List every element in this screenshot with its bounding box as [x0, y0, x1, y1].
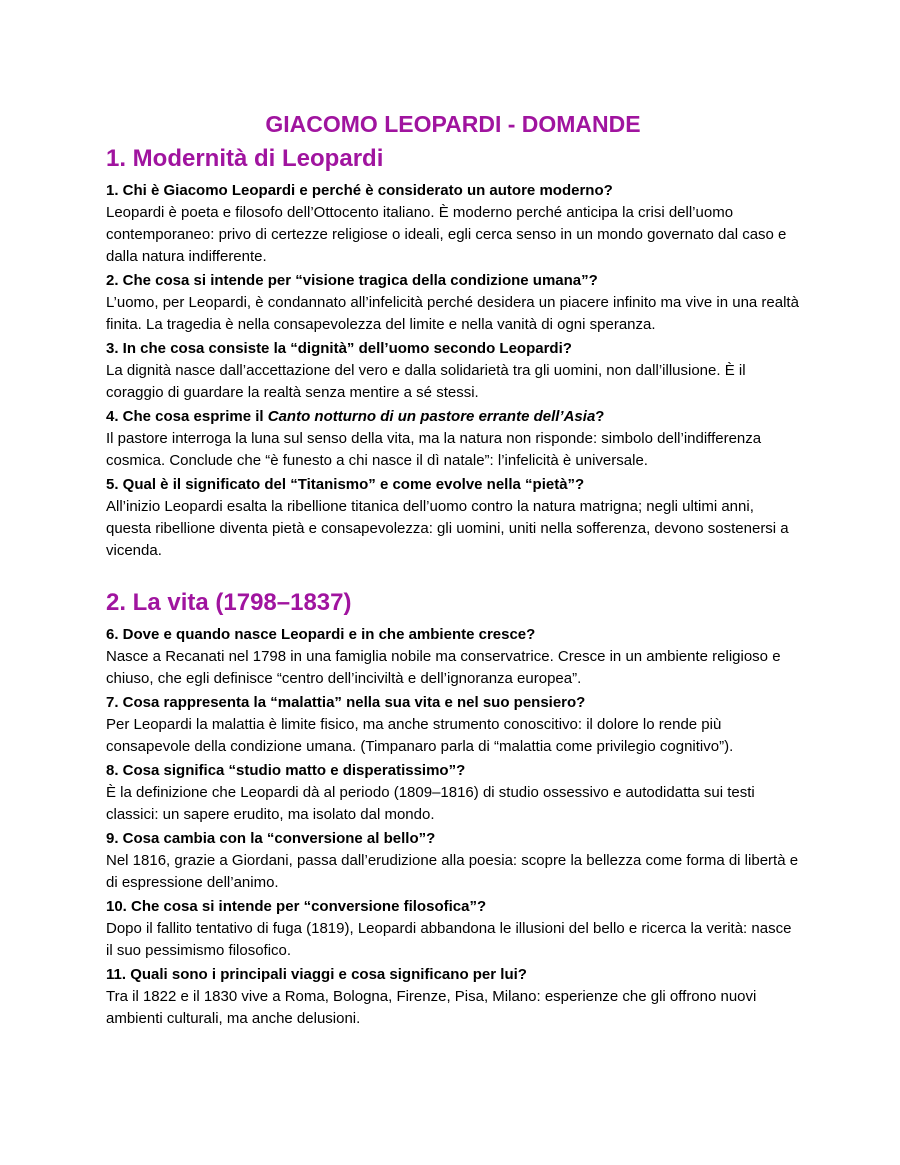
question: 2. Che cosa si intende per “visione tragica della condizione umana”?	[106, 272, 598, 289]
qa-item	[106, 692, 800, 758]
question: 5. Qual è il significato del “Titanismo” e come evolve nella “pietà”?	[106, 476, 585, 493]
qa-item	[106, 406, 800, 472]
question	[106, 406, 800, 428]
qa-item	[106, 474, 800, 562]
answer: La dignità nasce dall’accettazione del vero e dalla solidarietà tra gli uomini, non dall’illusione. È il coraggio di guardare la realtà senza mentire a sé stessi.	[106, 362, 746, 401]
qa-item	[106, 624, 800, 690]
answer: Tra il 1822 e il 1830 vive a Roma, Bologna, Firenze, Pisa, Milano: esperienze che gli offrono nuovi ambienti culturali, ma anche delusioni.	[106, 988, 757, 1027]
section-heading: 2. La vita (1798–1837)	[106, 589, 352, 616]
qa-item	[106, 338, 800, 404]
qa-item	[106, 828, 800, 894]
qa-item	[106, 270, 800, 336]
answer: L’uomo, per Leopardi, è condannato all’infelicità perché desidera un piacere infinito ma vive in una realtà finita. La tragedia è nella consapevolezza del limite e nella vanità di ogni speranza.	[106, 294, 799, 333]
question: 10. Che cosa si intende per “conversione filosofica”?	[106, 898, 487, 915]
qa-item	[106, 896, 800, 962]
answer: Leopardi è poeta e filosofo dell’Ottocento italiano. È moderno perché anticipa la crisi dell’uomo contemporaneo: privo di certezze religiose o ideali, egli cerca senso in un mondo governato dal caso e dalla natura indifferente.	[106, 204, 787, 265]
answer: Il pastore interroga la luna sul senso della vita, ma la natura non risponde: simbolo dell’indifferenza cosmica. Conclude che “è funesto a chi nasce il dì natale”: l’infelicità è universale.	[106, 430, 762, 469]
poem-title: Canto notturno di un pastore errante dell’Asia	[267, 408, 596, 425]
question: 1. Chi è Giacomo Leopardi e perché è considerato un autore moderno?	[106, 182, 613, 199]
question: 11. Quali sono i principali viaggi e cosa significano per lui?	[106, 966, 527, 983]
answer: Nel 1816, grazie a Giordani, passa dall’erudizione alla poesia: scopre la bellezza come forma di libertà e di espressione dell’animo.	[106, 852, 799, 891]
answer: Per Leopardi la malattia è limite fisico, ma anche strumento conoscitivo: il dolore lo rende più consapevole della condizione umana. (Timpanaro parla di “malattia come privilegio cognitivo”).	[106, 716, 734, 755]
answer: Nasce a Recanati nel 1798 in una famiglia nobile ma conservatrice. Cresce in un ambiente religioso e chiuso, che egli definisce “centro dell’inciviltà e dell’ignoranza europea”.	[106, 648, 781, 687]
qa-item	[106, 964, 800, 1030]
document-title: GIACOMO LEOPARDI - DOMANDE	[265, 111, 641, 137]
question: 3. In che cosa consiste la “dignità” dell’uomo secondo Leopardi?	[106, 340, 572, 357]
question: 8. Cosa significa “studio matto e disperatissimo”?	[106, 762, 466, 779]
section-heading: 1. Modernità di Leopardi	[106, 145, 384, 172]
answer: All’inizio Leopardi esalta la ribellione titanica dell’uomo contro la natura matrigna; negli ultimi anni, questa ribellione diventa pietà e consapevolezza: gli uomini, uniti nella sofferenza, devono sostenersi a vicenda.	[106, 498, 789, 559]
question: 6. Dove e quando nasce Leopardi e in che ambiente cresce?	[106, 626, 536, 643]
question-suffix: ?	[595, 408, 605, 425]
qa-item	[106, 180, 800, 268]
answer: Dopo il fallito tentativo di fuga (1819), Leopardi abbandona le illusioni del bello e ricerca la verità: nasce il suo pessimismo filosofico.	[106, 920, 792, 959]
answer: È la definizione che Leopardi dà al periodo (1809–1816) di studio ossessivo e autodidatta sui testi classici: un sapere erudito, ma isolato dal mondo.	[106, 784, 755, 823]
qa-item	[106, 760, 800, 826]
question-prefix: 4. Che cosa esprime il	[106, 408, 268, 425]
question: 7. Cosa rappresenta la “malattia” nella sua vita e nel suo pensiero?	[106, 694, 586, 711]
question: 9. Cosa cambia con la “conversione al bello”?	[106, 830, 436, 847]
